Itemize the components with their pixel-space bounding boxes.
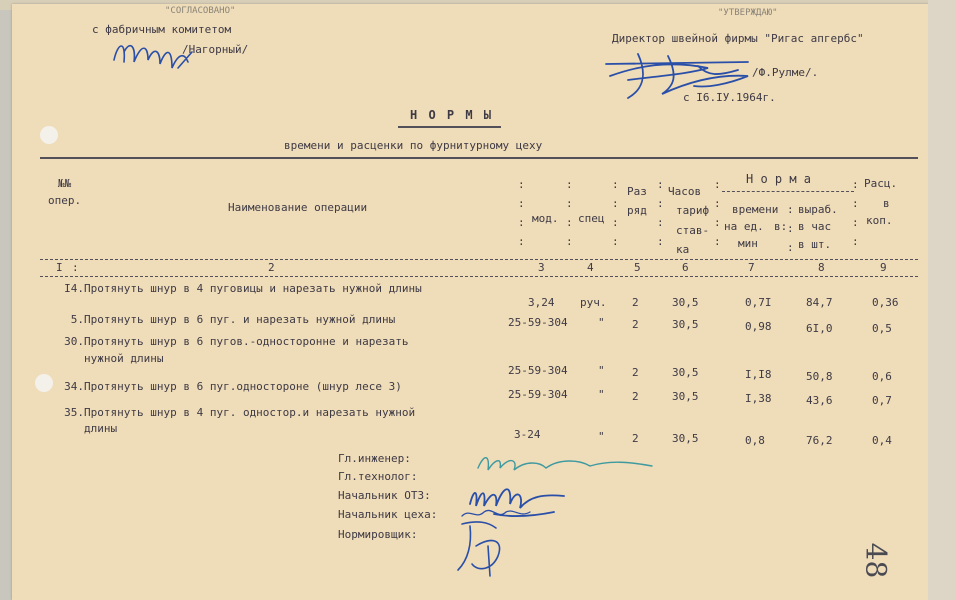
row-rate: 30,5 (672, 390, 699, 403)
colnum-9: 9 (880, 261, 887, 274)
row-grade: 2 (632, 296, 639, 309)
header-time-3: в: (774, 220, 788, 233)
row-grade: 2 (632, 390, 639, 403)
sig-label-chief-engineer: Гл.инженер: (338, 452, 411, 465)
col-sep-6: : : : (787, 203, 794, 254)
row-spec: " (598, 388, 605, 401)
row-price: 0,6 (872, 370, 892, 383)
row-grade: 2 (632, 318, 639, 331)
header-rate-2: тариф (676, 204, 710, 217)
row-grade: 2 (632, 432, 639, 445)
approval-stamp-right: "УТВЕРЖДАЮ" (718, 8, 778, 18)
colnum-sep: : (72, 261, 79, 274)
row-model: 3,24 (528, 296, 555, 309)
sig-label-norm-setter: Нормировщик: (338, 528, 418, 541)
row-price: 0,7 (872, 394, 892, 407)
norm-setter-signature (448, 516, 528, 580)
header-norma: Н о р м а (746, 172, 812, 186)
row-spec: руч. (580, 296, 607, 309)
colnum-4: 4 (587, 261, 594, 274)
header-model: мод. (532, 212, 559, 225)
header-rate-4: ка (676, 243, 690, 256)
header-name: Наименование операции (228, 201, 368, 214)
row-op: 34. (64, 380, 84, 393)
punch-hole-bottom (35, 374, 53, 392)
col-sep-2: : : : : (566, 178, 573, 248)
row-name: Протянуть шнур в 4 пуговицы и нарезать нужной длины (84, 282, 422, 295)
row-spec: " (598, 316, 605, 329)
row-price: 0,36 (872, 296, 899, 309)
committee-signature (108, 32, 198, 77)
row-model: 3-24 (514, 428, 541, 441)
col-sep-5: : : : : (714, 178, 721, 248)
row-name: Протянуть шнур в 6 пуг.одностороне (шнур лесе 3) (84, 380, 402, 393)
row-output: 50,8 (806, 370, 833, 383)
row-op: 5. (70, 313, 84, 326)
document-title: Н О Р М Ы (410, 108, 494, 122)
colnum-5: 5 (634, 261, 641, 274)
row-time: I,I8 (745, 368, 772, 381)
title-underline (398, 126, 501, 128)
row-price: 0,5 (872, 322, 892, 335)
colnum-6: 6 (682, 261, 689, 274)
row-name: Протянуть шнур в 4 пуг. одностор.и нарезать нужной (84, 406, 416, 419)
sig-label-chief-technologist: Гл.технолог: (338, 470, 418, 483)
row-time: I,38 (745, 392, 772, 405)
row-output: 76,2 (806, 434, 833, 447)
header-top-rule (40, 157, 918, 159)
sig-label-shop-head: Начальник цеха: (338, 508, 438, 521)
header-num-1: №№ (58, 177, 72, 190)
header-time-1: времени (732, 203, 779, 216)
director-line: Директор швейной фирмы "Ригас апгербс" (612, 32, 864, 45)
row-output: 6I,0 (806, 322, 833, 335)
page-stack-edge (928, 0, 956, 600)
header-price-2: в (883, 197, 890, 210)
row-spec: " (598, 364, 605, 377)
row-time: 0,8 (745, 434, 765, 447)
row-spec: " (598, 430, 605, 443)
header-price-3: коп. (866, 214, 893, 227)
col-sep-3: : : : : (612, 178, 619, 248)
row-grade: 2 (632, 366, 639, 379)
sig-label-head-otz: Начальник ОТЗ: (338, 489, 431, 502)
colnum-bottom-rule (40, 276, 918, 277)
header-output-3: в шт. (798, 238, 832, 251)
colnum-2: 2 (268, 261, 275, 274)
approval-stamp-left: "СОГЛАСОВАНО" (165, 6, 236, 16)
colnum-8: 8 (818, 261, 825, 274)
header-time-2: на ед. (724, 220, 764, 233)
row-time: 0,98 (745, 320, 772, 333)
row-model: 25-59-304 (508, 364, 568, 377)
header-time-4: мин (738, 237, 758, 250)
header-output-2: в час (798, 220, 832, 233)
row-output: 43,6 (806, 394, 833, 407)
header-rate-3: став- (676, 224, 710, 237)
row-op: I4. (64, 282, 84, 295)
col-sep-4: : : : : (657, 178, 664, 248)
document-subtitle: времени и расценки по фурнитурному цеху (284, 139, 543, 152)
factory-committee-line: с фабричным комитетом (92, 23, 232, 36)
row-name-cont: длины (84, 422, 118, 435)
row-rate: 30,5 (672, 318, 699, 331)
row-op: 35. (64, 406, 84, 419)
row-rate: 30,5 (672, 432, 699, 445)
header-num-2: опер. (48, 194, 82, 207)
colnum-1: I (56, 261, 63, 274)
header-rate-1: Часов (668, 185, 702, 198)
norma-rule (722, 191, 854, 192)
header-price-1: Расц. (864, 177, 898, 190)
header-bottom-rule (40, 259, 918, 260)
committee-name: /Нагорный/ (182, 43, 249, 56)
approval-date: с I6.IУ.1964г. (683, 91, 776, 104)
row-model: 25-59-304 (508, 388, 568, 401)
header-grade-2: ряд (627, 204, 647, 217)
header-spec: спец (578, 212, 605, 225)
page-number: 48 (859, 542, 893, 579)
punch-hole-top (40, 126, 58, 144)
row-op: 30. (64, 335, 84, 348)
director-name: /Ф.Рулме/. (752, 66, 819, 79)
row-model: 25-59-304 (508, 316, 568, 329)
row-time: 0,7I (745, 296, 772, 309)
row-name: Протянуть шнур в 6 пугов.-односторонне и нарезать (84, 335, 409, 348)
colnum-7: 7 (748, 261, 755, 274)
col-sep-1: : : : : (518, 178, 525, 248)
header-grade-1: Раз (627, 185, 647, 198)
row-rate: 30,5 (672, 296, 699, 309)
director-signature (598, 46, 768, 104)
header-output-1: выраб. (798, 203, 838, 216)
row-output: 84,7 (806, 296, 833, 309)
row-name: Протянуть шнур в 6 пуг. и нарезать нужной длины (84, 313, 396, 326)
col-sep-7: : : : : (852, 178, 859, 248)
row-price: 0,4 (872, 434, 892, 447)
row-name-cont: нужной длины (84, 352, 164, 365)
row-rate: 30,5 (672, 366, 699, 379)
colnum-3: 3 (538, 261, 545, 274)
